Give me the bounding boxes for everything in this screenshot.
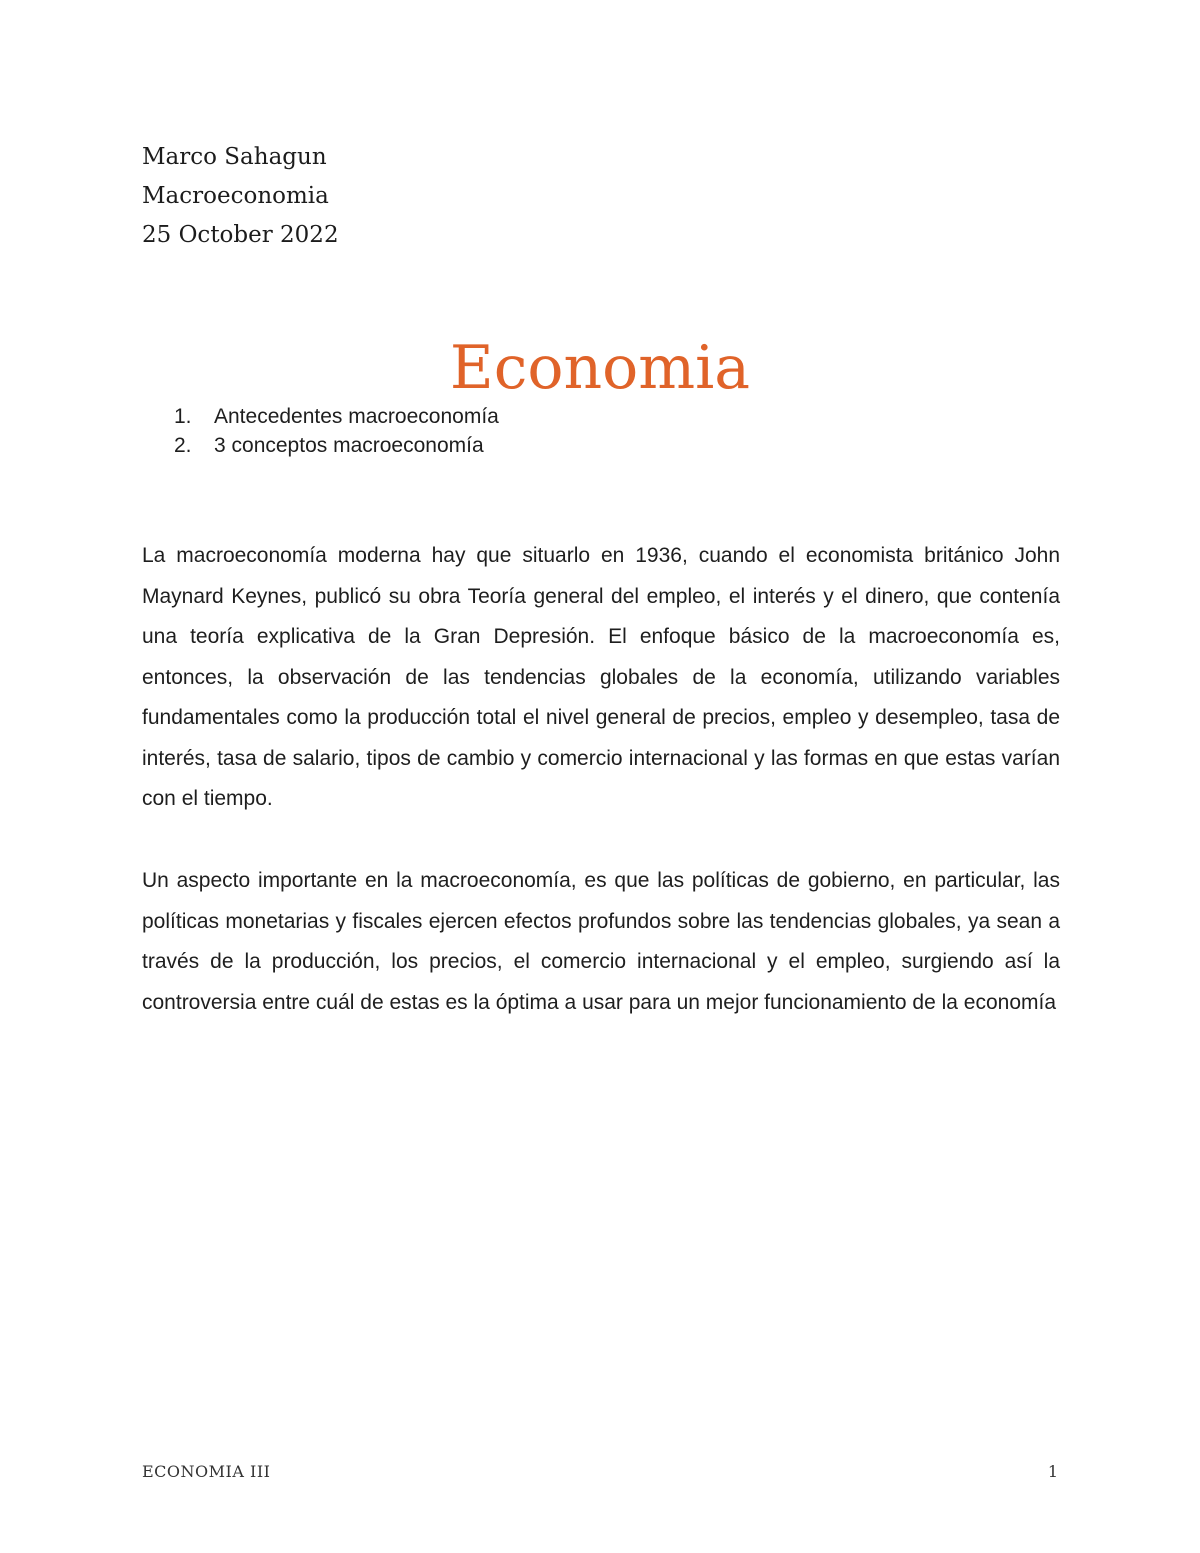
outline-list [174, 402, 499, 460]
body-paragraph: Un aspecto importante en la macroeconomía, es que las políticas de gobierno, en particular, las políticas monetarias y fiscales ejercen efectos profundos sobre las tendencias globales, ya sean a través de la producción, los precios, el comercio internacional y el empleo, surgiendo así la controversia entre cuál de estas es la óptima a usar para un mejor funcionamiento de la economía [142, 869, 1060, 1014]
course-name: Macroeconomia [142, 183, 329, 209]
outline-item [174, 431, 499, 460]
outline-item-number: 1. [174, 405, 192, 428]
outline-item-number: 2. [174, 434, 192, 457]
author-name: Marco Sahagun [142, 144, 327, 170]
document-header [142, 138, 339, 255]
document-date: 25 October 2022 [142, 222, 339, 248]
outline-item-text: Antecedentes macroeconomía [214, 405, 499, 428]
outline-item-text: 3 conceptos macroeconomía [214, 434, 484, 457]
body-paragraph: La macroeconomía moderna hay que situarlo en 1936, cuando el economista británico John Maynard Keynes, publicó su obra Teoría general del empleo, el interés y el dinero, que contenía una teoría explicativa de la Gran Depresión. El enfoque básico de la macroeconomía es, entonces, la observación de las tendencias globales de la economía, utilizando variables fundamentales como la producción total el nivel general de precios, empleo y desempleo, tasa de interés, tasa de salario, tipos de cambio y comercio internacional y las formas en que estas varían con el tiempo. [142, 544, 1060, 810]
document-title: Economia [449, 333, 751, 403]
running-head: ECONOMIA III [142, 1462, 271, 1481]
page-number: 1 [1047, 1462, 1058, 1481]
outline-item [174, 402, 499, 431]
